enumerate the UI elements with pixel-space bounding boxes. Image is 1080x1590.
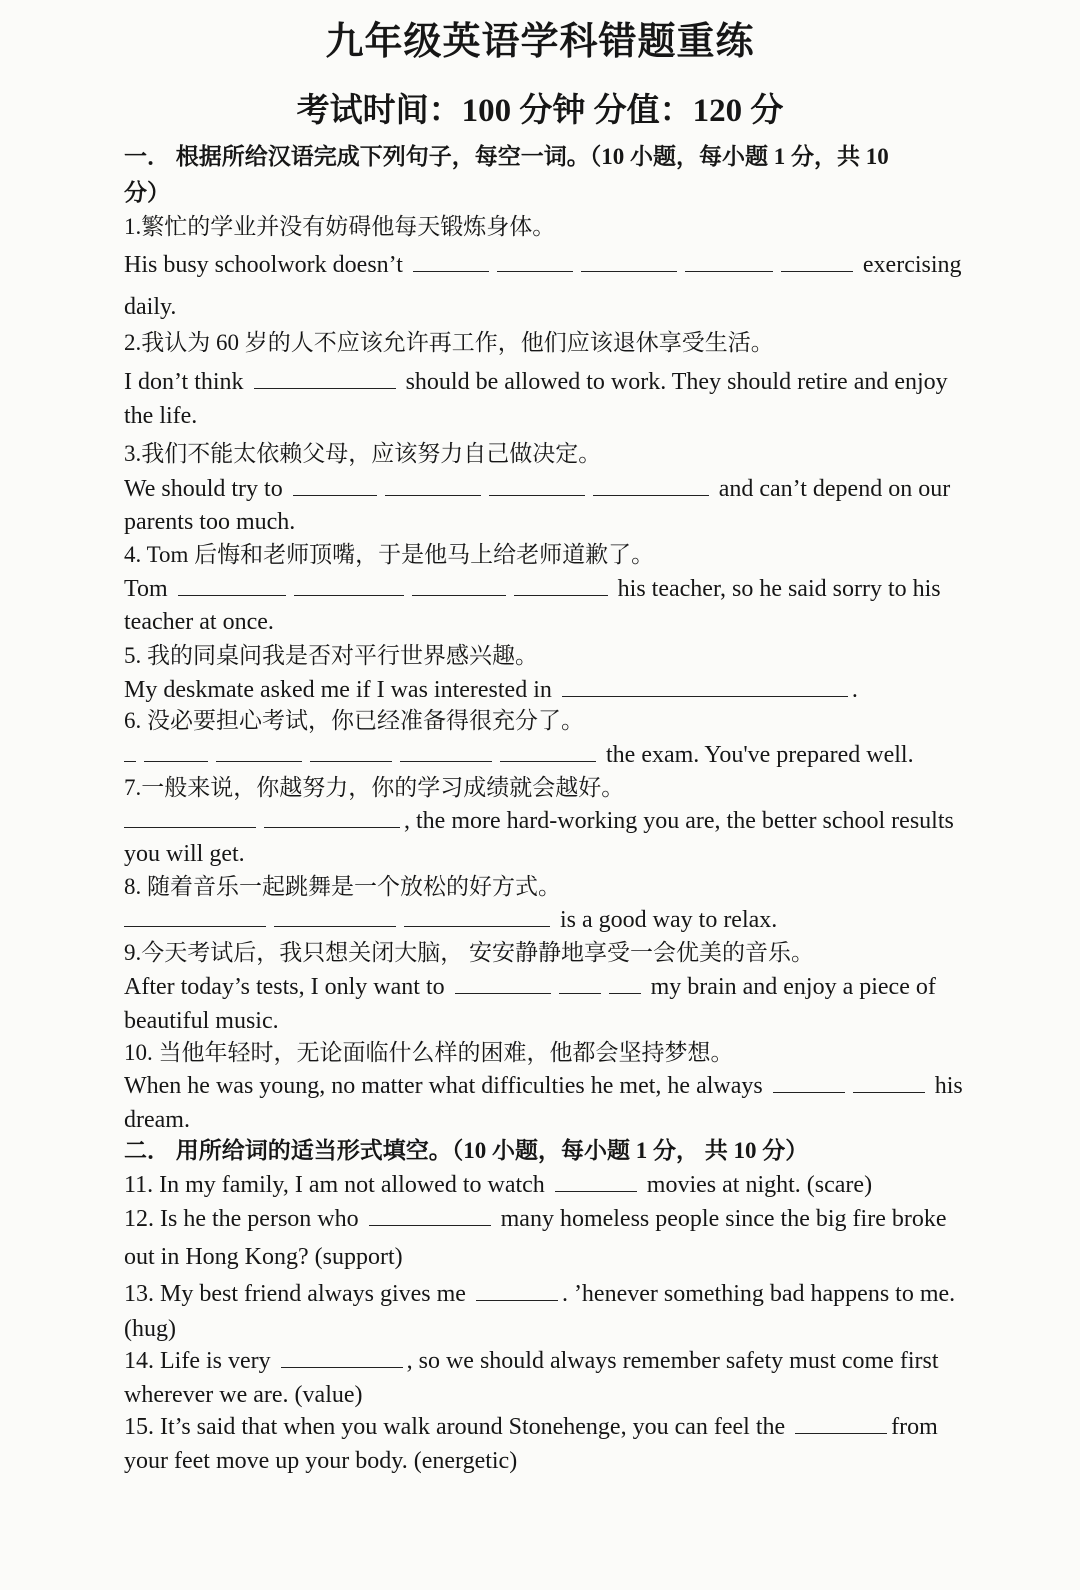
blank[interactable] [281, 1348, 403, 1368]
q2-english [124, 367, 986, 397]
q7-chinese: 7.一般来说，你越努力，你的学习成绩就会越好。 [124, 775, 625, 800]
q13-text-a: 13. My best friend always gives me [124, 1281, 466, 1307]
q1-english-cont: daily. [124, 294, 177, 320]
section1-heading-cont: 分） [124, 180, 170, 205]
q3-chinese: 3.我们不能太依赖父母，应该努力自己做决定。 [124, 441, 602, 466]
blank[interactable] [400, 742, 492, 762]
blank[interactable] [609, 974, 641, 994]
blank[interactable] [514, 576, 608, 596]
q14-text-a: 14. Life is very [124, 1348, 271, 1374]
q3-english [124, 474, 986, 504]
q3-english-cont: parents too much. [124, 509, 296, 535]
q13-text-b: . ʼhenever something bad happens to me. [561, 1281, 956, 1307]
blank[interactable] [124, 742, 136, 762]
blank[interactable] [294, 576, 404, 596]
q11-text-a: 11. In my family, I am not allowed to watch [124, 1172, 545, 1198]
worksheet-title: 九年级英语学科错题重练 [325, 21, 755, 63]
blank[interactable] [559, 974, 601, 994]
blank[interactable] [124, 808, 256, 828]
q15-cont: your feet move up your body. (energetic) [124, 1448, 518, 1474]
blank[interactable] [178, 576, 286, 596]
blank[interactable] [369, 1206, 491, 1226]
q9-chinese: 9.今天考试后，我只想关闭大脑， 安安静静地享受一会优美的音乐。 [124, 940, 814, 965]
q10-english-cont: dream. [124, 1107, 190, 1133]
blank[interactable] [455, 974, 551, 994]
blank[interactable] [385, 476, 481, 496]
q4-english [124, 574, 986, 604]
blank[interactable] [685, 252, 773, 272]
blank[interactable] [264, 808, 400, 828]
q6-english [124, 740, 986, 770]
q15-text-b: from [891, 1414, 938, 1440]
q9-text-a: After today’s tests, I only want to [124, 974, 445, 1000]
section2-heading: 二． 用所给词的适当形式填空。（10 小题，每小题 1 分， 共 10 分） [124, 1138, 809, 1163]
q12-cont: out in Hong Kong? (support) [124, 1244, 403, 1270]
q3-text-b: and can’t depend on our [718, 476, 951, 502]
q9-english [124, 972, 986, 1002]
q12 [124, 1204, 986, 1234]
blank[interactable] [274, 907, 396, 927]
q4-chinese: 4. Tom 后悔和老师顶嘴，于是他马上给老师道歉了。 [124, 542, 655, 567]
q9-text-b: my brain and enjoy a piece of [650, 974, 936, 1000]
q1-text-b: exercising [862, 252, 962, 278]
blank[interactable] [773, 1073, 845, 1093]
q11 [124, 1170, 986, 1200]
q4-text-a: Tom [124, 576, 168, 602]
blank[interactable] [310, 742, 392, 762]
blank[interactable] [293, 476, 377, 496]
q5-text-a: My deskmate asked me if I was interested in [124, 677, 552, 703]
blank[interactable] [216, 742, 302, 762]
section1-heading: 一． 根据所给汉语完成下列句子，每空一词。（10 小题，每小题 1 分，共 10 [124, 144, 889, 169]
blank[interactable] [476, 1281, 558, 1301]
q2-chinese: 2.我认为 60 岁的人不应该允许再工作，他们应该退休享受生活。 [124, 330, 774, 355]
q13 [124, 1279, 986, 1309]
q8-english [124, 905, 986, 935]
q7-text-a: , the more hard-working you are, the better school results [404, 808, 954, 834]
blank[interactable] [500, 742, 596, 762]
q13-cont: (hug) [124, 1316, 176, 1342]
q1-text-a: His busy schoolwork doesn’t [124, 252, 403, 278]
exam-info: 考试时间：100 分钟 分值：120 分 [296, 93, 784, 129]
q10-text-b: his [934, 1073, 963, 1099]
q4-text-b: his teacher, so he said sorry to his [617, 576, 941, 602]
q10-chinese: 10. 当他年轻时，无论面临什么样的困难，他都会坚持梦想。 [124, 1040, 734, 1065]
blank[interactable] [412, 576, 506, 596]
q1-chinese: 1.繁忙的学业并没有妨碍他每天锻炼身体。 [124, 214, 556, 239]
blank[interactable] [795, 1414, 887, 1434]
q10-text-a: When he was young, no matter what difficulties he met, he always [124, 1073, 763, 1099]
q7-english [124, 806, 986, 836]
q8-text-a: is a good way to relax. [560, 907, 778, 933]
q5-text-b: . [851, 677, 858, 703]
q12-text-b: many homeless people since the big fire broke [500, 1206, 947, 1232]
q9-english-cont: beautiful music. [124, 1008, 279, 1034]
blank[interactable] [404, 907, 550, 927]
blank[interactable] [124, 907, 266, 927]
blank[interactable] [581, 252, 677, 272]
q15 [124, 1412, 986, 1442]
q14 [124, 1346, 986, 1376]
blank[interactable] [555, 1172, 637, 1192]
q6-text-a: the exam. You've prepared well. [606, 742, 914, 768]
blank[interactable] [254, 369, 396, 389]
blank[interactable] [853, 1073, 925, 1093]
q8-chinese: 8. 随着音乐一起跳舞是一个放松的好方式。 [124, 874, 561, 899]
q2-text-b: should be allowed to work. They should retire and enjoy [405, 369, 948, 395]
q15-text-a: 15. It’s said that when you walk around Stonehenge, you can feel the [124, 1414, 786, 1440]
q5-chinese: 5. 我的同桌问我是否对平行世界感兴趣。 [124, 643, 538, 668]
q7-english-cont: you will get. [124, 841, 245, 867]
q3-text-a: We should try to [124, 476, 283, 502]
q5-english [124, 675, 986, 705]
blank[interactable] [562, 677, 848, 697]
q4-english-cont: teacher at once. [124, 609, 274, 635]
q6-chinese: 6. 没必要担心考试，你已经准备得很充分了。 [124, 708, 584, 733]
q14-text-b: , so we should always remember safety must come first [406, 1348, 939, 1374]
q12-text-a: 12. Is he the person who [124, 1206, 359, 1232]
q10-english [124, 1071, 986, 1101]
q11-text-b: movies at night. (scare) [646, 1172, 873, 1198]
blank[interactable] [593, 476, 709, 496]
blank[interactable] [144, 742, 208, 762]
q14-cont: wherever we are. (value) [124, 1382, 363, 1408]
blank[interactable] [781, 252, 853, 272]
q2-english-cont: the life. [124, 403, 198, 429]
blank[interactable] [489, 476, 585, 496]
q1-english [124, 250, 986, 280]
blank[interactable] [497, 252, 573, 272]
blank[interactable] [413, 252, 489, 272]
q2-text-a: I don’t think [124, 369, 244, 395]
